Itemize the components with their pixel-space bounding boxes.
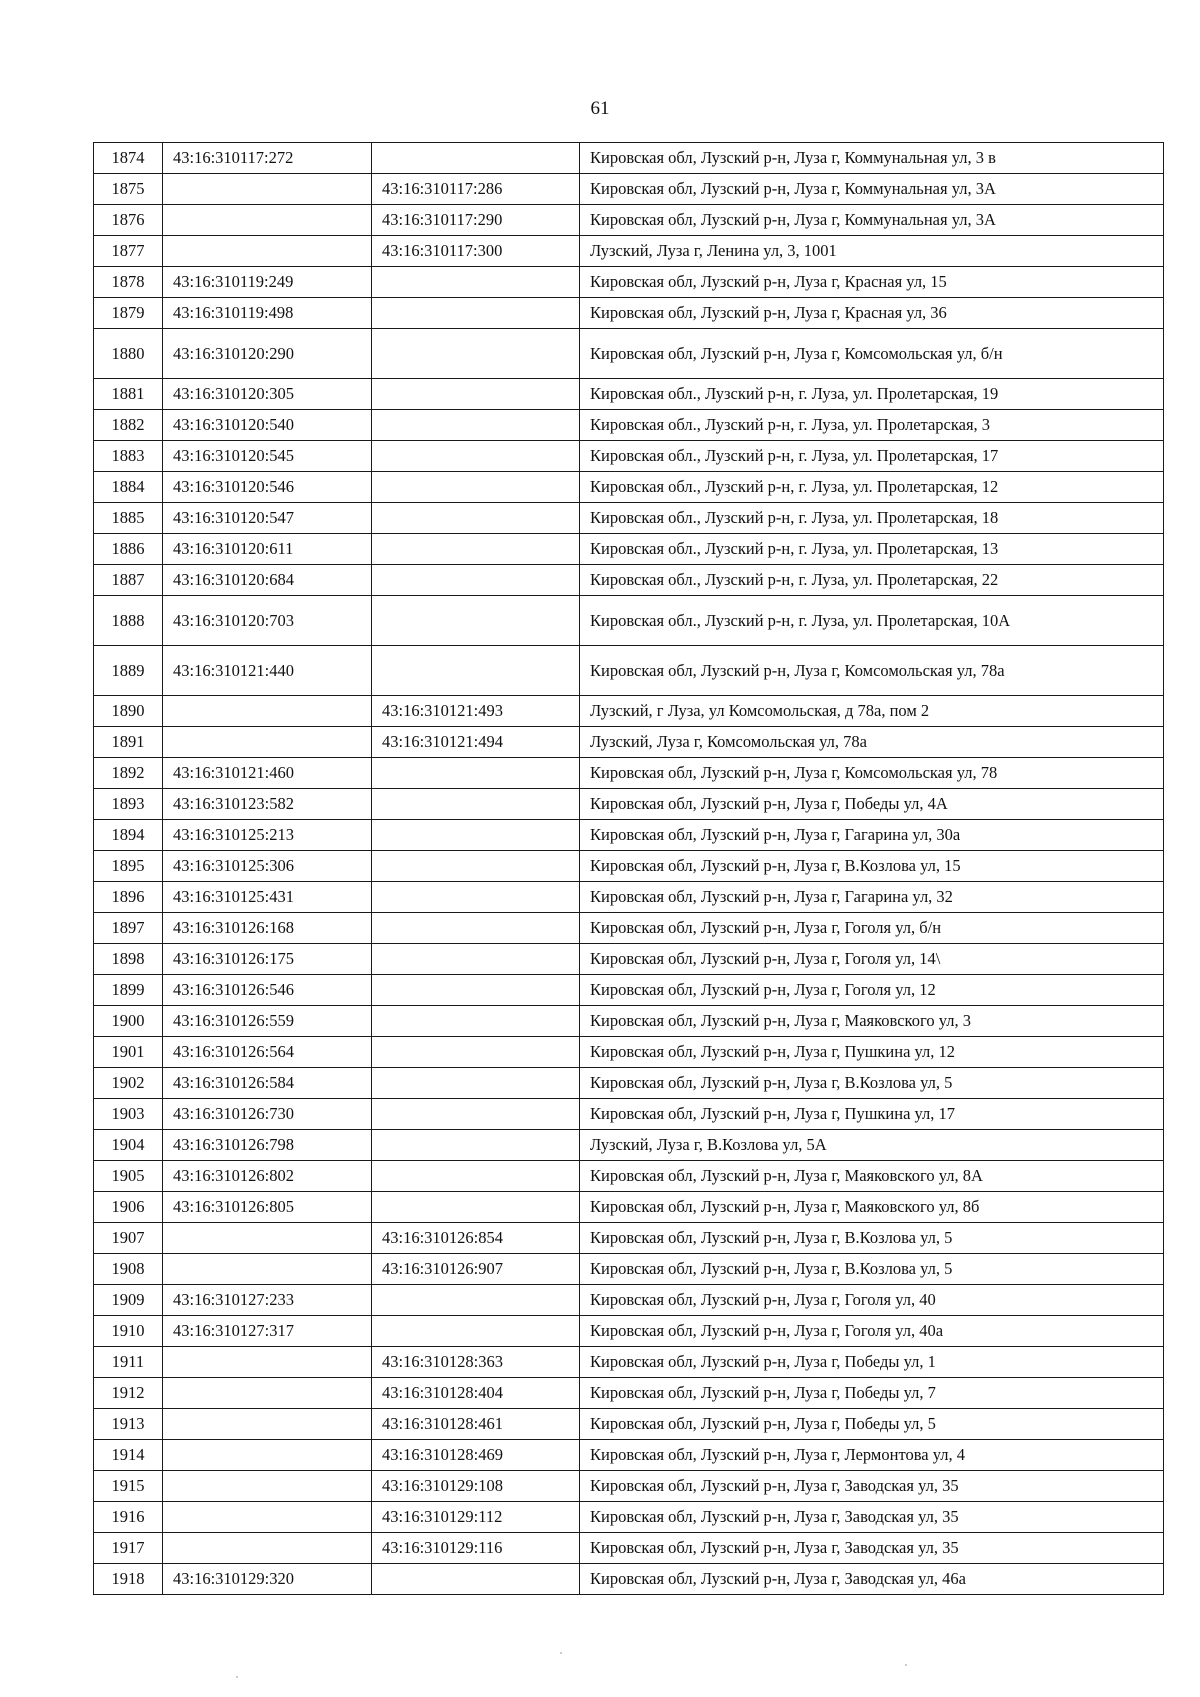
- address-cell: Кировская обл., Лузский р-н, г. Луза, ул. Пролетарская, 18: [580, 503, 1164, 534]
- address-cell: Кировская обл, Лузский р-н, Луза г, Победы ул, 1: [580, 1347, 1164, 1378]
- address-cell: Кировская обл., Лузский р-н, г. Луза, ул. Пролетарская, 22: [580, 565, 1164, 596]
- table-row: [94, 1316, 1164, 1347]
- cadastral-number-cell: 43:16:310121:440: [163, 646, 372, 696]
- cadastral-number-cell: 43:16:310117:272: [163, 143, 372, 174]
- row-number-cell: 1899: [94, 975, 163, 1006]
- related-cadastral-number-cell: 43:16:310126:854: [372, 1223, 580, 1254]
- table-row: [94, 143, 1164, 174]
- cadastral-number-cell: [163, 1533, 372, 1564]
- row-number-cell: 1884: [94, 472, 163, 503]
- table-row: [94, 1037, 1164, 1068]
- cadastral-number-cell: 43:16:310126:564: [163, 1037, 372, 1068]
- related-cadastral-number-cell: 43:16:310129:112: [372, 1502, 580, 1533]
- row-number-cell: 1880: [94, 329, 163, 379]
- address-cell: Кировская обл., Лузский р-н, г. Луза, ул. Пролетарская, 17: [580, 441, 1164, 472]
- address-cell: Кировская обл, Лузский р-н, Луза г, Гоголя ул, 40а: [580, 1316, 1164, 1347]
- cadastral-number-cell: 43:16:310126:168: [163, 913, 372, 944]
- row-number-cell: 1916: [94, 1502, 163, 1533]
- address-cell: Кировская обл, Лузский р-н, Луза г, Победы ул, 5: [580, 1409, 1164, 1440]
- related-cadastral-number-cell: [372, 410, 580, 441]
- related-cadastral-number-cell: [372, 1006, 580, 1037]
- row-number-cell: 1879: [94, 298, 163, 329]
- address-cell: Кировская обл., Лузский р-н, г. Луза, ул. Пролетарская, 19: [580, 379, 1164, 410]
- table-row: [94, 758, 1164, 789]
- address-cell: Кировская обл, Лузский р-н, Луза г, Пушкина ул, 12: [580, 1037, 1164, 1068]
- row-number-cell: 1917: [94, 1533, 163, 1564]
- table-row: [94, 913, 1164, 944]
- related-cadastral-number-cell: [372, 1564, 580, 1595]
- related-cadastral-number-cell: 43:16:310129:108: [372, 1471, 580, 1502]
- table-row: [94, 646, 1164, 696]
- related-cadastral-number-cell: [372, 1161, 580, 1192]
- row-number-cell: 1892: [94, 758, 163, 789]
- table-row: [94, 534, 1164, 565]
- table-row: [94, 298, 1164, 329]
- table-row: [94, 379, 1164, 410]
- row-number-cell: 1915: [94, 1471, 163, 1502]
- address-cell: Кировская обл, Лузский р-н, Луза г, Заводская ул, 35: [580, 1533, 1164, 1564]
- cadastral-number-cell: 43:16:310129:320: [163, 1564, 372, 1595]
- table-row: [94, 1161, 1164, 1192]
- address-cell: Кировская обл, Лузский р-н, Луза г, Коммунальная ул, 3 в: [580, 143, 1164, 174]
- row-number-cell: 1896: [94, 882, 163, 913]
- address-cell: Кировская обл, Лузский р-н, Луза г, Гоголя ул, 40: [580, 1285, 1164, 1316]
- cadastral-number-cell: 43:16:310126:175: [163, 944, 372, 975]
- row-number-cell: 1910: [94, 1316, 163, 1347]
- related-cadastral-number-cell: 43:16:310121:493: [372, 696, 580, 727]
- table-row: [94, 1409, 1164, 1440]
- table-row: [94, 1192, 1164, 1223]
- related-cadastral-number-cell: [372, 882, 580, 913]
- related-cadastral-number-cell: [372, 143, 580, 174]
- related-cadastral-number-cell: [372, 1037, 580, 1068]
- page-number: 61: [590, 98, 610, 119]
- row-number-cell: 1890: [94, 696, 163, 727]
- cadastral-number-cell: 43:16:310127:233: [163, 1285, 372, 1316]
- cadastral-number-cell: 43:16:310120:290: [163, 329, 372, 379]
- table-row: [94, 236, 1164, 267]
- related-cadastral-number-cell: 43:16:310117:300: [372, 236, 580, 267]
- table-row: [94, 851, 1164, 882]
- cadastral-number-cell: 43:16:310126:584: [163, 1068, 372, 1099]
- address-cell: Кировская обл., Лузский р-н, г. Луза, ул. Пролетарская, 3: [580, 410, 1164, 441]
- cadastral-number-cell: [163, 1440, 372, 1471]
- address-cell: Кировская обл, Лузский р-н, Луза г, Пушкина ул, 17: [580, 1099, 1164, 1130]
- related-cadastral-number-cell: 43:16:310117:290: [372, 205, 580, 236]
- cadastral-number-cell: 43:16:310125:431: [163, 882, 372, 913]
- related-cadastral-number-cell: [372, 789, 580, 820]
- row-number-cell: 1874: [94, 143, 163, 174]
- related-cadastral-number-cell: [372, 758, 580, 789]
- table-row: [94, 1254, 1164, 1285]
- table-row: [94, 696, 1164, 727]
- table-row: [94, 820, 1164, 851]
- related-cadastral-number-cell: [372, 379, 580, 410]
- row-number-cell: 1904: [94, 1130, 163, 1161]
- address-cell: Кировская обл, Лузский р-н, Луза г, Маяковского ул, 8А: [580, 1161, 1164, 1192]
- address-cell: Кировская обл, Лузский р-н, Луза г, Коммунальная ул, 3А: [580, 205, 1164, 236]
- table-row: [94, 1533, 1164, 1564]
- cadastral-number-cell: [163, 696, 372, 727]
- cadastral-number-cell: [163, 1502, 372, 1533]
- row-number-cell: 1900: [94, 1006, 163, 1037]
- table-row: [94, 1378, 1164, 1409]
- cadastral-number-cell: 43:16:310126:802: [163, 1161, 372, 1192]
- cadastral-number-cell: [163, 205, 372, 236]
- related-cadastral-number-cell: [372, 596, 580, 646]
- address-cell: Кировская обл, Лузский р-н, Луза г, Гагарина ул, 30а: [580, 820, 1164, 851]
- related-cadastral-number-cell: [372, 1192, 580, 1223]
- table-row: [94, 1347, 1164, 1378]
- table-row: [94, 205, 1164, 236]
- cadastral-number-cell: [163, 174, 372, 205]
- address-cell: Кировская обл, Лузский р-н, Луза г, В.Козлова ул, 5: [580, 1068, 1164, 1099]
- address-cell: Кировская обл, Лузский р-н, Луза г, Гагарина ул, 32: [580, 882, 1164, 913]
- address-cell: Кировская обл, Лузский р-н, Луза г, Красная ул, 36: [580, 298, 1164, 329]
- related-cadastral-number-cell: [372, 851, 580, 882]
- register-table-body: [94, 143, 1164, 1595]
- address-cell: Кировская обл, Лузский р-н, Луза г, Красная ул, 15: [580, 267, 1164, 298]
- row-number-cell: 1877: [94, 236, 163, 267]
- cadastral-number-cell: 43:16:310125:213: [163, 820, 372, 851]
- row-number-cell: 1898: [94, 944, 163, 975]
- table-row: [94, 410, 1164, 441]
- related-cadastral-number-cell: [372, 1130, 580, 1161]
- row-number-cell: 1885: [94, 503, 163, 534]
- row-number-cell: 1906: [94, 1192, 163, 1223]
- related-cadastral-number-cell: 43:16:310126:907: [372, 1254, 580, 1285]
- cadastral-number-cell: [163, 1471, 372, 1502]
- address-cell: Кировская обл, Лузский р-н, Луза г, Лермонтова ул, 4: [580, 1440, 1164, 1471]
- related-cadastral-number-cell: [372, 1285, 580, 1316]
- address-cell: Кировская обл, Лузский р-н, Луза г, Заводская ул, 46а: [580, 1564, 1164, 1595]
- related-cadastral-number-cell: [372, 441, 580, 472]
- address-cell: Лузский, Луза г, В.Козлова ул, 5А: [580, 1130, 1164, 1161]
- table-row: [94, 267, 1164, 298]
- row-number-cell: 1905: [94, 1161, 163, 1192]
- row-number-cell: 1902: [94, 1068, 163, 1099]
- related-cadastral-number-cell: 43:16:310128:469: [372, 1440, 580, 1471]
- address-cell: Кировская обл, Лузский р-н, Луза г, Комсомольская ул, 78: [580, 758, 1164, 789]
- address-cell: Кировская обл., Лузский р-н, г. Луза, ул. Пролетарская, 12: [580, 472, 1164, 503]
- related-cadastral-number-cell: 43:16:310121:494: [372, 727, 580, 758]
- table-row: [94, 1440, 1164, 1471]
- related-cadastral-number-cell: [372, 565, 580, 596]
- row-number-cell: 1903: [94, 1099, 163, 1130]
- table-row: [94, 975, 1164, 1006]
- table-row: [94, 1564, 1164, 1595]
- cadastral-number-cell: 43:16:310126:546: [163, 975, 372, 1006]
- cadastral-number-cell: 43:16:310120:540: [163, 410, 372, 441]
- row-number-cell: 1882: [94, 410, 163, 441]
- cadastral-number-cell: [163, 1409, 372, 1440]
- cadastral-number-cell: 43:16:310120:547: [163, 503, 372, 534]
- table-row: [94, 1130, 1164, 1161]
- related-cadastral-number-cell: [372, 1068, 580, 1099]
- row-number-cell: 1876: [94, 205, 163, 236]
- address-cell: Лузский, Луза г, Ленина ул, 3, 1001: [580, 236, 1164, 267]
- scan-speck: [560, 1652, 562, 1654]
- row-number-cell: 1908: [94, 1254, 163, 1285]
- table-row: [94, 1285, 1164, 1316]
- row-number-cell: 1875: [94, 174, 163, 205]
- scan-speck: [905, 1664, 907, 1666]
- cadastral-number-cell: [163, 727, 372, 758]
- row-number-cell: 1893: [94, 789, 163, 820]
- address-cell: Кировская обл., Лузский р-н, г. Луза, ул. Пролетарская, 13: [580, 534, 1164, 565]
- row-number-cell: 1894: [94, 820, 163, 851]
- cadastral-number-cell: 43:16:310120:546: [163, 472, 372, 503]
- address-cell: Кировская обл, Лузский р-н, Луза г, Победы ул, 7: [580, 1378, 1164, 1409]
- related-cadastral-number-cell: [372, 1099, 580, 1130]
- related-cadastral-number-cell: 43:16:310128:461: [372, 1409, 580, 1440]
- table-row: [94, 472, 1164, 503]
- related-cadastral-number-cell: [372, 329, 580, 379]
- address-cell: Кировская обл, Лузский р-н, Луза г, Гоголя ул, 14\: [580, 944, 1164, 975]
- related-cadastral-number-cell: [372, 913, 580, 944]
- address-cell: Лузский, г Луза, ул Комсомольская, д 78а, пом 2: [580, 696, 1164, 727]
- address-cell: Кировская обл, Лузский р-н, Луза г, Коммунальная ул, 3А: [580, 174, 1164, 205]
- address-cell: Лузский, Луза г, Комсомольская ул, 78а: [580, 727, 1164, 758]
- cadastral-number-cell: 43:16:310120:684: [163, 565, 372, 596]
- cadastral-number-cell: 43:16:310126:805: [163, 1192, 372, 1223]
- cadastral-number-cell: [163, 1223, 372, 1254]
- cadastral-number-cell: 43:16:310120:611: [163, 534, 372, 565]
- table-row: [94, 727, 1164, 758]
- table-row: [94, 441, 1164, 472]
- address-cell: Кировская обл, Лузский р-н, Луза г, В.Козлова ул, 5: [580, 1254, 1164, 1285]
- address-cell: Кировская обл., Лузский р-н, г. Луза, ул. Пролетарская, 10А: [580, 596, 1164, 646]
- table-row: [94, 503, 1164, 534]
- address-cell: Кировская обл, Лузский р-н, Луза г, Гоголя ул, б/н: [580, 913, 1164, 944]
- related-cadastral-number-cell: [372, 646, 580, 696]
- table-row: [94, 1099, 1164, 1130]
- address-cell: Кировская обл, Лузский р-н, Луза г, Комсомольская ул, 78а: [580, 646, 1164, 696]
- cadastral-number-cell: 43:16:310119:498: [163, 298, 372, 329]
- table-row: [94, 1471, 1164, 1502]
- cadastral-number-cell: 43:16:310120:305: [163, 379, 372, 410]
- row-number-cell: 1895: [94, 851, 163, 882]
- related-cadastral-number-cell: 43:16:310128:404: [372, 1378, 580, 1409]
- address-cell: Кировская обл, Лузский р-н, Луза г, Победы ул, 4А: [580, 789, 1164, 820]
- related-cadastral-number-cell: [372, 1316, 580, 1347]
- cadastral-number-cell: [163, 1378, 372, 1409]
- related-cadastral-number-cell: [372, 503, 580, 534]
- row-number-cell: 1886: [94, 534, 163, 565]
- row-number-cell: 1887: [94, 565, 163, 596]
- cadastral-number-cell: 43:16:310126:730: [163, 1099, 372, 1130]
- table-row: [94, 882, 1164, 913]
- table-row: [94, 1223, 1164, 1254]
- address-cell: Кировская обл, Лузский р-н, Луза г, Маяковского ул, 8б: [580, 1192, 1164, 1223]
- row-number-cell: 1914: [94, 1440, 163, 1471]
- related-cadastral-number-cell: [372, 944, 580, 975]
- table-row: [94, 565, 1164, 596]
- table-row: [94, 174, 1164, 205]
- related-cadastral-number-cell: [372, 975, 580, 1006]
- address-cell: Кировская обл, Лузский р-н, Луза г, Заводская ул, 35: [580, 1502, 1164, 1533]
- related-cadastral-number-cell: 43:16:310117:286: [372, 174, 580, 205]
- row-number-cell: 1913: [94, 1409, 163, 1440]
- cadastral-number-cell: [163, 1347, 372, 1378]
- address-cell: Кировская обл, Лузский р-н, Луза г, Гоголя ул, 12: [580, 975, 1164, 1006]
- row-number-cell: 1897: [94, 913, 163, 944]
- related-cadastral-number-cell: [372, 472, 580, 503]
- cadastral-number-cell: 43:16:310123:582: [163, 789, 372, 820]
- related-cadastral-number-cell: [372, 298, 580, 329]
- cadastral-register-table: [93, 142, 1164, 1595]
- cadastral-number-cell: 43:16:310120:545: [163, 441, 372, 472]
- address-cell: Кировская обл, Лузский р-н, Луза г, Комсомольская ул, б/н: [580, 329, 1164, 379]
- table-row: [94, 1502, 1164, 1533]
- address-cell: Кировская обл, Лузский р-н, Луза г, Маяковского ул, 3: [580, 1006, 1164, 1037]
- row-number-cell: 1911: [94, 1347, 163, 1378]
- scan-speck: [236, 1676, 238, 1678]
- related-cadastral-number-cell: [372, 267, 580, 298]
- cadastral-number-cell: 43:16:310126:559: [163, 1006, 372, 1037]
- cadastral-number-cell: [163, 236, 372, 267]
- row-number-cell: 1901: [94, 1037, 163, 1068]
- row-number-cell: 1907: [94, 1223, 163, 1254]
- cadastral-number-cell: 43:16:310126:798: [163, 1130, 372, 1161]
- table-row: [94, 596, 1164, 646]
- row-number-cell: 1891: [94, 727, 163, 758]
- cadastral-number-cell: 43:16:310121:460: [163, 758, 372, 789]
- related-cadastral-number-cell: [372, 534, 580, 565]
- table-row: [94, 1006, 1164, 1037]
- related-cadastral-number-cell: [372, 820, 580, 851]
- row-number-cell: 1909: [94, 1285, 163, 1316]
- table-row: [94, 329, 1164, 379]
- related-cadastral-number-cell: 43:16:310129:116: [372, 1533, 580, 1564]
- table-row: [94, 944, 1164, 975]
- table-row: [94, 1068, 1164, 1099]
- row-number-cell: 1883: [94, 441, 163, 472]
- address-cell: Кировская обл, Лузский р-н, Луза г, В.Козлова ул, 15: [580, 851, 1164, 882]
- cadastral-number-cell: 43:16:310127:317: [163, 1316, 372, 1347]
- cadastral-number-cell: 43:16:310120:703: [163, 596, 372, 646]
- cadastral-number-cell: 43:16:310119:249: [163, 267, 372, 298]
- cadastral-number-cell: 43:16:310125:306: [163, 851, 372, 882]
- cadastral-number-cell: [163, 1254, 372, 1285]
- row-number-cell: 1889: [94, 646, 163, 696]
- row-number-cell: 1918: [94, 1564, 163, 1595]
- address-cell: Кировская обл, Лузский р-н, Луза г, Заводская ул, 35: [580, 1471, 1164, 1502]
- related-cadastral-number-cell: 43:16:310128:363: [372, 1347, 580, 1378]
- row-number-cell: 1888: [94, 596, 163, 646]
- row-number-cell: 1878: [94, 267, 163, 298]
- row-number-cell: 1881: [94, 379, 163, 410]
- table-row: [94, 789, 1164, 820]
- address-cell: Кировская обл, Лузский р-н, Луза г, В.Козлова ул, 5: [580, 1223, 1164, 1254]
- row-number-cell: 1912: [94, 1378, 163, 1409]
